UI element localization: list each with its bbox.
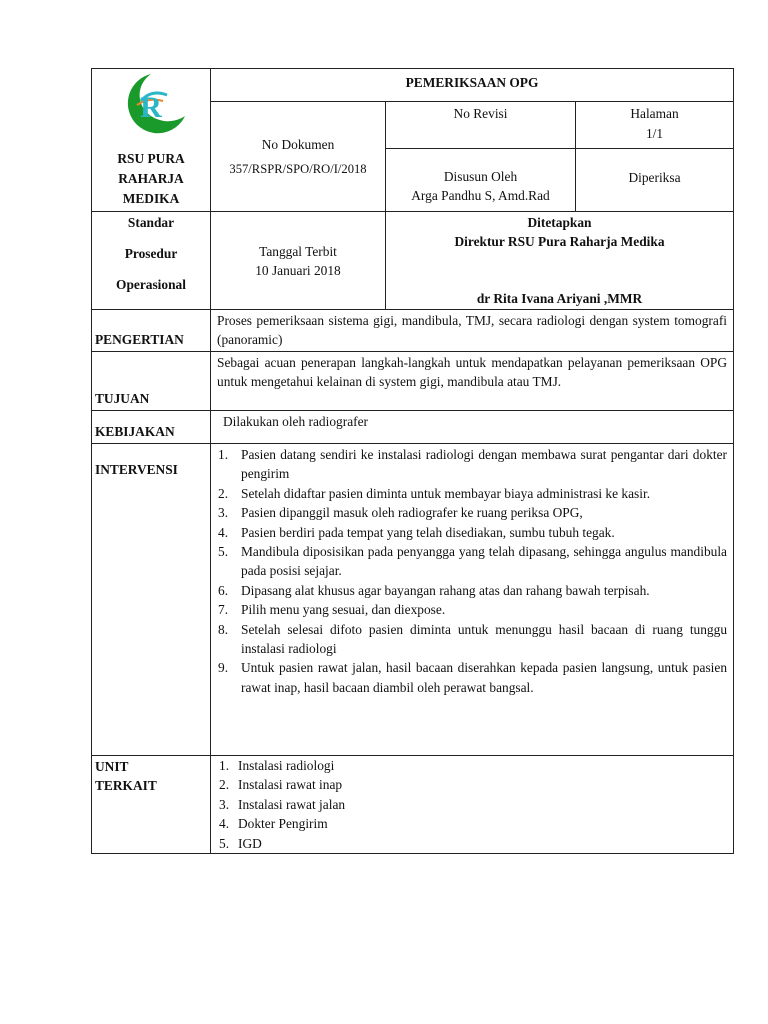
spo-label-line-1: Standar	[127, 215, 175, 230]
kebijakan-text: Dilakukan oleh radiografer	[211, 411, 734, 444]
unit-item: Instalasi rawat inap	[238, 777, 343, 793]
hospital-name-line-1: RSU PURA	[117, 151, 185, 166]
intervensi-step: Dipasang alat khusus agar bayangan rahang atas dan rahang bawah terpisah.	[241, 582, 650, 598]
disusun-cell	[386, 149, 576, 212]
intervensi-step: Pasien dipanggil masuk oleh radiografer ke ruang periksa OPG,	[241, 505, 583, 521]
intervensi-steps	[211, 445, 733, 697]
ditetapkan-label: Ditetapkan	[527, 215, 592, 230]
spo-label-line-2: Prosedur	[124, 246, 178, 261]
unit-terkait-list	[211, 756, 733, 853]
no-revisi-cell	[386, 102, 576, 149]
intervensi-step: Mandibula diposisikan pada penyangga yang telah dipasang, sehingga angulus mandibula pada posisi sejajar.	[241, 544, 728, 579]
diperiksa-cell	[576, 149, 734, 212]
signatory-name: dr Rita Ivana Ariyani ,MMR	[476, 291, 643, 306]
unit-terkait-label-line-2: TERKAIT	[95, 778, 157, 793]
hospital-identity-cell	[92, 69, 211, 212]
intervensi-step: Setelah didaftar pasien diminta untuk membayar biaya administrasi ke kasir.	[241, 485, 651, 501]
sop-document	[91, 68, 733, 854]
ditetapkan-by: Direktur RSU Pura Raharja Medika	[454, 234, 665, 249]
tanggal-terbit-label: Tanggal Terbit	[259, 243, 337, 259]
unit-item: Dokter Pengirim	[238, 816, 328, 832]
document-title: PEMERIKSAAN OPG	[211, 69, 734, 102]
unit-item: IGD	[238, 835, 262, 851]
ditetapkan-cell	[386, 212, 734, 310]
tanggal-terbit-cell	[211, 212, 386, 310]
tanggal-terbit-value: 10 Januari 2018	[255, 262, 341, 278]
no-dokumen-label: No Dokumen	[261, 136, 335, 152]
no-dokumen-value: 357/RSPR/SPO/RO/I/2018	[229, 161, 367, 176]
intervensi-step: Pasien berdiri pada tempat yang telah disediakan, sumbu tubuh tegak.	[241, 524, 615, 540]
intervensi-cell	[211, 444, 734, 756]
unit-item: Instalasi radiologi	[238, 758, 335, 773]
hospital-logo-wrap	[92, 69, 210, 141]
halaman-value: 1/1	[645, 126, 664, 141]
diperiksa-label: Diperiksa	[628, 169, 681, 185]
sop-table	[91, 68, 734, 854]
unit-terkait-label-line-1: UNIT	[95, 759, 129, 774]
halaman-cell	[576, 102, 734, 149]
hospital-name-line-3: MEDIKA	[122, 191, 180, 206]
spo-label-cell	[92, 212, 211, 310]
pengertian-label: PENGERTIAN	[92, 310, 211, 352]
disusun-label: Disusun Oleh	[443, 169, 518, 184]
intervensi-label: INTERVENSI	[92, 444, 211, 756]
disusun-value: Arga Pandhu S, Amd.Rad	[411, 188, 550, 203]
hospital-name	[92, 149, 210, 209]
intervensi-step: Setelah selesai difoto pasien diminta untuk menunggu hasil bacaan di ruang tunggu instalasi radiologi	[241, 621, 728, 657]
intervensi-step: Untuk pasien rawat jalan, hasil bacaan diserahkan kepada pasien langsung, untuk pasien rawat inap, hasil bacaan diambil oleh perawat bangsal.	[241, 660, 728, 695]
unit-terkait-label	[92, 756, 211, 854]
intervensi-step: Pilih menu yang sesuai, dan diexpose.	[241, 602, 446, 618]
spo-label-line-3: Operasional	[116, 277, 186, 292]
tujuan-label: TUJUAN	[92, 352, 211, 411]
unit-item: Instalasi rawat jalan	[238, 796, 346, 812]
logo-letter: R	[140, 91, 162, 124]
pengertian-text: Proses pemeriksaan sistema gigi, mandibula, TMJ, secara radiologi dengan system tomografi (panoramic)	[211, 310, 734, 352]
hospital-logo	[111, 69, 191, 141]
no-dokumen-cell	[211, 102, 386, 212]
unit-terkait-cell	[211, 756, 734, 854]
halaman-label: Halaman	[630, 106, 679, 121]
intervensi-step: Pasien datang sendiri ke instalasi radiologi dengan membawa surat pengantar dari dokter pengirim	[241, 447, 728, 482]
kebijakan-label: KEBIJAKAN	[92, 411, 211, 444]
hospital-name-line-2: RAHARJA	[118, 171, 184, 186]
tujuan-text: Sebagai acuan penerapan langkah-langkah untuk mendapatkan pelayanan pemeriksaan OPG untuk mengetahui kelainan di system gigi, mandibula atau TMJ.	[211, 352, 734, 411]
no-revisi-label: No Revisi	[453, 106, 508, 121]
